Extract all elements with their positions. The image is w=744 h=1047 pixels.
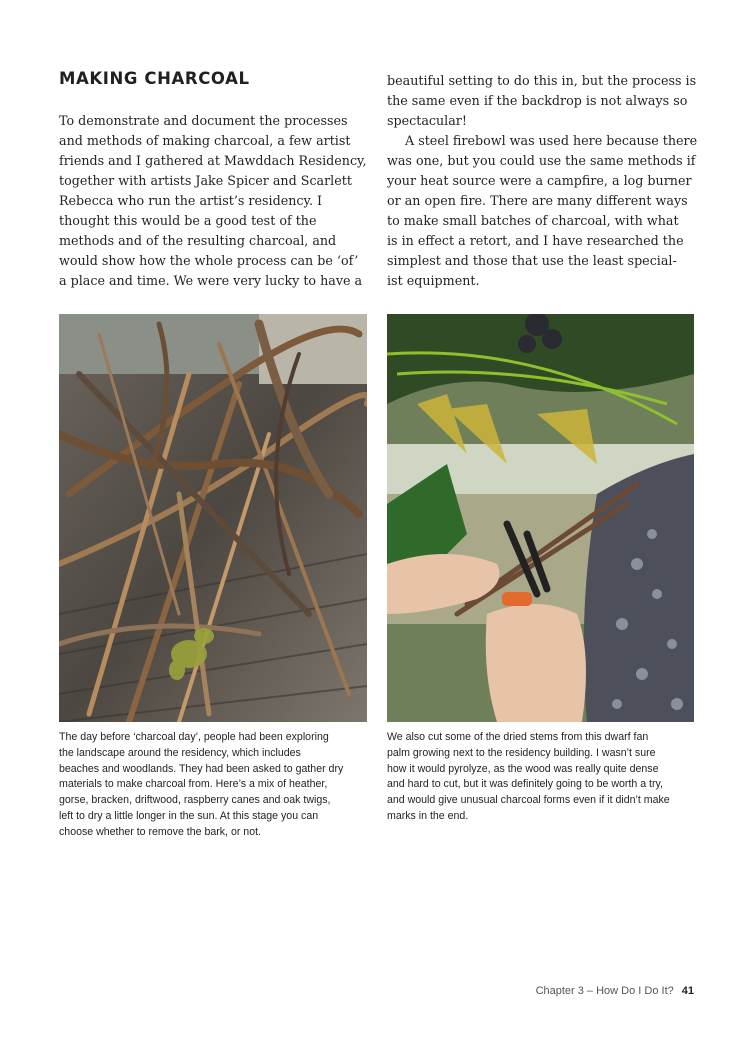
text-line: simplest and those that use the least special- <box>387 253 677 268</box>
caption-line: and would give unusual charcoal forms even if it didn’t make <box>387 794 670 807</box>
text-line: To demonstrate and document the processes <box>59 113 348 128</box>
text-line: together with artists Jake Spicer and Scarlett <box>59 173 352 188</box>
palm-illustration <box>387 314 694 722</box>
text-line: or an open fire. There are many different ways <box>387 193 688 208</box>
text-line: friends and I gathered at Mawddach Residency, <box>59 153 367 168</box>
caption-line: marks in the end. <box>387 809 469 822</box>
text-line: and methods of making charcoal, a few artist <box>59 133 351 148</box>
text-line: a place and time. We were very lucky to have a <box>59 273 363 288</box>
chapter-running-head: Chapter 3 – How Do I Do It? <box>535 985 674 997</box>
text-line: spectacular! <box>387 113 467 128</box>
section-heading: MAKING CHARCOAL <box>59 69 250 88</box>
text-line: Rebecca who run the artist’s residency. I <box>59 193 323 208</box>
photo-twigs-on-deck <box>59 314 367 722</box>
caption-left <box>59 730 369 841</box>
body-paragraph <box>387 131 697 291</box>
caption-line: palm growing next to the residency building. I wasn’t sure <box>387 746 656 759</box>
text-line: ist equipment. <box>387 273 480 288</box>
twigs-illustration <box>59 314 367 722</box>
body-text-right-column <box>387 71 697 291</box>
text-line: would show how the whole process can be ‘of’ <box>59 253 359 268</box>
text-line: was one, but you could use the same methods if <box>387 153 696 168</box>
caption-line: The day before ‘charcoal day’, people had been exploring <box>59 731 329 743</box>
page-footer <box>536 985 694 997</box>
text-line: the same even if the backdrop is not always so <box>387 93 688 108</box>
caption-line: and hard to cut, but it was definitely going to be worth a try, <box>387 778 663 791</box>
text-line: is in effect a retort, and I have researched the <box>387 233 684 248</box>
page-number: 41 <box>681 985 694 997</box>
text-line: A steel firebowl was used here because there <box>405 133 698 148</box>
caption-line: how it would pyrolyze, as the wood was really quite dense <box>387 762 659 775</box>
body-paragraph <box>59 111 369 291</box>
caption-line: beaches and woodlands. They had been asked to gather dry <box>59 762 344 775</box>
text-line: thought this would be a good test of the <box>59 213 317 228</box>
text-line: to make small batches of charcoal, with what <box>387 213 679 228</box>
caption-line: the landscape around the residency, which includes <box>59 746 301 759</box>
caption-line: gorse, bracken, driftwood, raspberry canes and oak twigs, <box>59 794 331 807</box>
text-line: beautiful setting to do this in, but the process is <box>387 73 697 88</box>
caption-right <box>387 730 697 825</box>
caption-line: materials to make charcoal from. Here’s a mix of heather, <box>59 778 328 791</box>
body-paragraph-continued <box>387 71 697 131</box>
caption-line: left to dry a little longer in the sun. At this stage you can <box>59 809 319 822</box>
caption-line: We also cut some of the dried stems from this dwarf fan <box>387 731 649 743</box>
text-line: your heat source were a campfire, a log burner <box>387 173 692 188</box>
photo-palm-cutting <box>387 314 694 722</box>
body-text-left-column <box>59 111 369 291</box>
text-line: methods and of the resulting charcoal, and <box>59 233 337 248</box>
caption-line: choose whether to remove the bark, or not. <box>59 825 261 838</box>
